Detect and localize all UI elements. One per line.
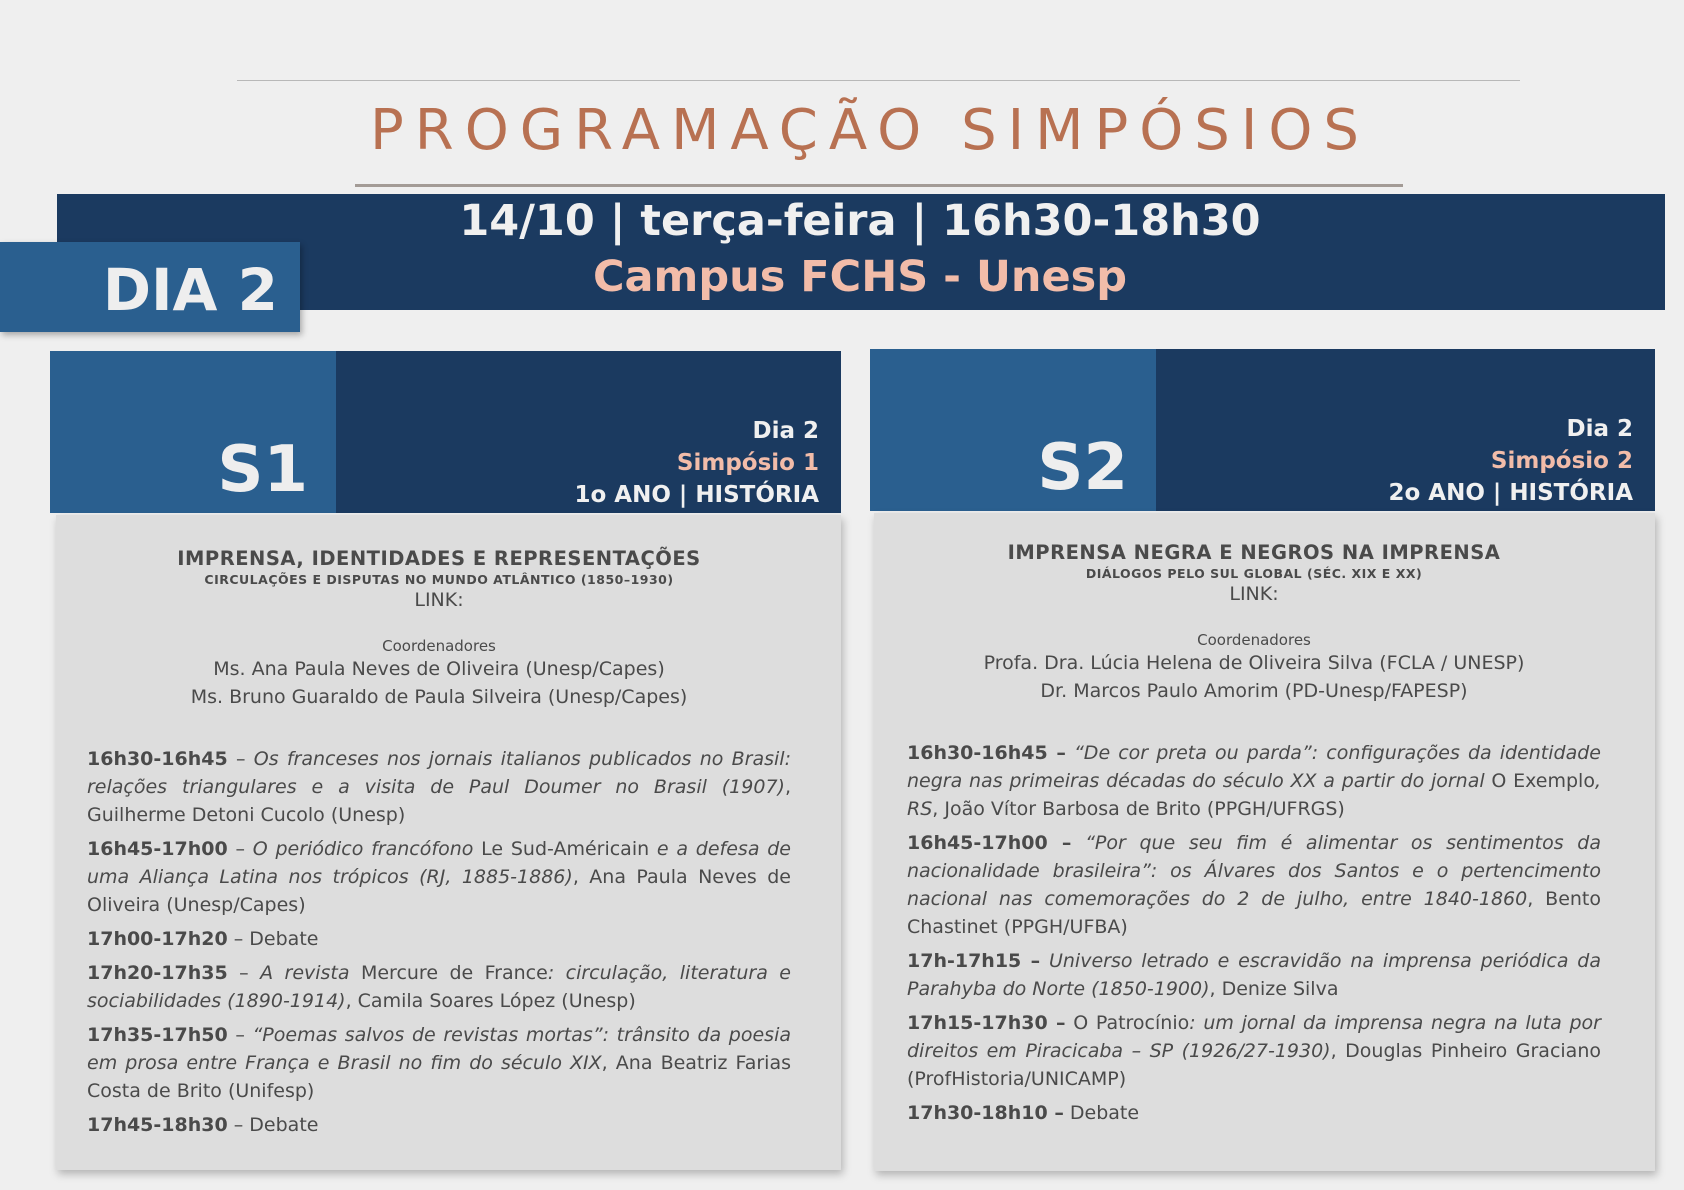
panel-day: Dia 2: [752, 418, 819, 444]
schedule-list: [87, 745, 791, 1139]
schedule-text: “Por que seu fim é alimentar os sentimentos da nacionalidade brasileira”: os Álvares dos Santos e o pertencimento nacional nas comemorações do 2 de julho, entre 1840-1860: [907, 832, 1601, 910]
schedule-text: Mercure de France: [360, 962, 548, 984]
schedule-item: 17h20-17h35 – A revista Mercure de France: circulação, literatura e sociabilidades (1890-1914), Camila Soares López (Unesp): [87, 962, 791, 1012]
coordinators-label: Coordenadores: [382, 637, 496, 655]
schedule-text: , Bento Chastinet (PPGH/UFBA): [907, 888, 1601, 938]
schedule-time: 16h30-16h45: [87, 748, 228, 770]
panel-code-block: [870, 349, 1156, 511]
symposium-subtitle: CIRCULAÇÕES E DISPUTAS NO MUNDO ATLÂNTICO (1850–1930): [204, 572, 674, 587]
banner-campus: Campus FCHS - Unesp: [592, 252, 1128, 302]
schedule-text: , Douglas Pinheiro Graciano (ProfHistoria/UNICAMP): [907, 1040, 1601, 1090]
schedule-time: 17h45-18h30: [87, 1114, 228, 1136]
panel-code-block: [50, 351, 336, 513]
schedule-text: “De cor preta ou parda”: configurações da identidade negra nas primeiras décadas do século XX a partir do jornal: [907, 742, 1601, 792]
schedule-time: 17h35-17h50: [87, 1024, 228, 1046]
schedule-text: A revista: [260, 962, 361, 984]
schedule-text: : circulação, literatura e sociabilidades (1890-1914): [87, 962, 791, 1012]
panel-body: [56, 515, 841, 1170]
page-title: PROGRAMAÇÃO SIMPÓSIOS: [370, 98, 1370, 163]
coordinators-label: Coordenadores: [1197, 631, 1311, 649]
panel-meta: [574, 415, 819, 511]
schedule-time: 16h30-16h45 –: [907, 742, 1066, 764]
symposium-title: IMPRENSA NEGRA E NEGROS NA IMPRENSA: [1007, 541, 1501, 564]
panel-year: 1o ANO | HISTÓRIA: [574, 482, 819, 508]
panel-year: 2o ANO | HISTÓRIA: [1388, 480, 1633, 506]
panel-day: Dia 2: [1566, 416, 1633, 442]
title-underline: [355, 184, 1403, 187]
panel-header: [50, 351, 841, 513]
schedule-text: Le Sud-Américain: [481, 838, 650, 860]
schedule-item: [907, 739, 1601, 823]
schedule-time: 16h45-17h00 –: [907, 832, 1072, 854]
day-tab: [0, 242, 300, 332]
schedule-text: Universo letrado e escravidão na imprensa periódica da Parahyba do Norte (1850-1900): [907, 950, 1602, 1000]
coordinator-name: Dr. Marcos Paulo Amorim (PD-Unesp/FAPESP): [1040, 680, 1468, 702]
panel-symposium: Simpósio 1: [676, 450, 819, 476]
symposium-link[interactable]: LINK:: [1229, 583, 1279, 605]
symposium-title: IMPRENSA, IDENTIDADES E REPRESENTAÇÕES: [177, 547, 701, 570]
day-label: DIA 2: [102, 256, 278, 324]
schedule-time: 17h15-17h30 –: [907, 1012, 1066, 1034]
schedule-text: , João Vítor Barbosa de Brito (PPGH/UFRGS): [932, 798, 1345, 820]
schedule-text: Os franceses nos jornais italianos publicados no Brasil: relações triangulares e a visita de Paul Doumer no Brasil (1907): [87, 748, 791, 798]
schedule-time: 17h00-17h20: [87, 928, 228, 950]
panel-header: [870, 349, 1655, 511]
schedule-text: Debate: [249, 1114, 319, 1136]
schedule-text: Debate: [1069, 1102, 1140, 1124]
symposium-subtitle: DIÁLOGOS PELO SUL GLOBAL (SÉC. XIX E XX): [1085, 566, 1423, 581]
panel-body: [874, 513, 1655, 1171]
schedule-text: Debate: [249, 928, 319, 950]
schedule-item: [907, 1099, 1601, 1127]
schedule-item: 16h30-16h45 – Os franceses nos jornais italianos publicados no Brasil: relações triangulares e a visita de Paul Doumer no Brasil (1907), Guilherme Detoni Cucolo (Unesp): [87, 748, 791, 826]
schedule-text: “Poemas salvos de revistas mortas”: trânsito da poesia em prosa entre França e Brasil no fim do século XIX: [87, 1024, 791, 1074]
schedule-text: O periódico francófono: [252, 838, 482, 860]
schedule-text: , Guilherme Detoni Cucolo (Unesp): [87, 776, 791, 826]
schedule-text: , Denize Silva: [1209, 978, 1339, 1000]
schedule-text: : um jornal da imprensa negra na luta por direitos em Piracicaba – SP (1926/27-1930): [907, 1012, 1601, 1062]
symposium-link[interactable]: LINK:: [414, 589, 464, 611]
coordinator-name: Ms. Ana Paula Neves de Oliveira (Unesp/Capes): [213, 658, 665, 680]
schedule-text: e a defesa de uma Aliança Latina nos trópicos (RJ, 1885-1886): [87, 838, 791, 888]
panel-symposium: Simpósio 2: [1490, 448, 1633, 474]
schedule-text: O Exemplo: [1491, 770, 1595, 792]
schedule-item: 17h00-17h20 – Debate: [87, 928, 319, 950]
coordinator-name: Ms. Bruno Guaraldo de Paula Silveira (Unesp/Capes): [190, 686, 688, 708]
schedule-text: , Ana Beatriz Farias Costa de Brito (Unifesp): [87, 1052, 791, 1102]
schedule-time: 17h20-17h35: [87, 962, 228, 984]
schedule-item: [907, 1009, 1601, 1093]
schedule-time: 16h45-17h00: [87, 838, 228, 860]
schedule-time: 17h-17h15 –: [907, 950, 1041, 972]
schedule-item: [907, 947, 1601, 1003]
schedule-item: 16h45-17h00 – O periódico francófono Le Sud-Américain e a defesa de uma Aliança Latina nos trópicos (RJ, 1885-1886), Ana Paula Neves de Oliveira (Unesp/Capes): [87, 838, 791, 916]
schedule-text: , RS: [907, 770, 1601, 820]
schedule-time: 17h30-18h10 –: [907, 1102, 1064, 1124]
panel-code: S2: [1037, 431, 1128, 505]
panel-code: S1: [217, 433, 308, 507]
panel-meta: [1388, 413, 1633, 509]
schedule-item: 17h45-18h30 – Debate: [87, 1114, 319, 1136]
schedule-item: [907, 829, 1601, 941]
coordinator-name: Profa. Dra. Lúcia Helena de Oliveira Silva (FCLA / UNESP): [983, 652, 1525, 674]
banner-date: 14/10 | terça-feira | 16h30-18h30: [459, 196, 1261, 246]
schedule-item: 17h35-17h50 – “Poemas salvos de revistas mortas”: trânsito da poesia em prosa entre França e Brasil no fim do século XIX, Ana Beatriz Farias Costa de Brito (Unifesp): [87, 1024, 791, 1102]
schedule-text: , Ana Paula Neves de Oliveira (Unesp/Capes): [87, 866, 791, 916]
schedule-text: , Camila Soares López (Unesp): [345, 990, 636, 1012]
top-divider: [237, 80, 1520, 81]
schedule-list: [907, 739, 1601, 1127]
schedule-text: O Patrocínio: [1073, 1012, 1190, 1034]
